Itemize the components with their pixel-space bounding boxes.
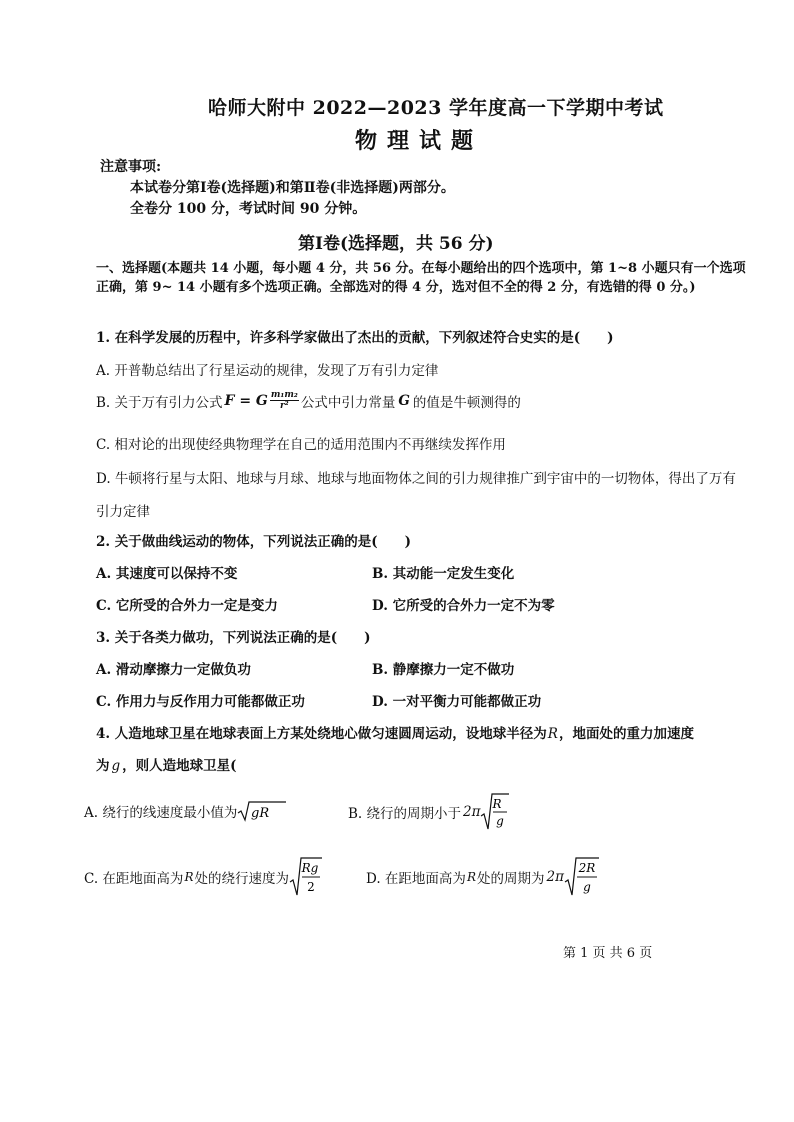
exam-title: 哈师大附中 2022—2023 学年度高一下学期中考试	[208, 97, 664, 119]
q4-stem-gravity: g	[111, 758, 121, 774]
q2-option-c: C. 它所受的合外力一定是变力	[96, 598, 278, 614]
q4-a-sqrt	[237, 800, 287, 822]
part1-heading: 第Ⅰ卷(选择题，共 56 分)	[298, 234, 494, 254]
q4-option-d	[366, 856, 600, 898]
q4-c-text2: 处的绕行速度为	[194, 871, 289, 887]
q1-b-formula-num: m₁m₂	[270, 390, 298, 400]
q2-option-d: D. 它所受的合外力一定不为零	[372, 598, 555, 614]
q4-d-text2: 处的周期为	[476, 871, 545, 887]
q1-option-d: D. 牛顿将行星与太阳、地球与月球、地球与地面物体之间的引力规律推广到宇宙中的一切物体，得出了万有引力定律	[96, 471, 736, 520]
q1-option-a: A. 开普勒总结出了行星运动的规律，发现了万有引力定律	[96, 363, 439, 379]
q3-option-b: B. 静摩擦力一定不做功	[372, 662, 515, 678]
q4-b-sqrt	[480, 792, 510, 832]
q4-stem-1-end: ，地面处的重力加速度	[558, 726, 694, 742]
q2-stem: 2. 关于做曲线运动的物体，下列说法正确的是( )	[96, 534, 412, 550]
q4-a-text: A. 绕行的线速度最小值为	[84, 805, 238, 821]
q4-c-sqrt	[289, 856, 323, 898]
q4-b-num: R	[492, 797, 503, 811]
q1-option-b	[96, 390, 521, 411]
q4-stem-line-1	[96, 722, 694, 742]
q3-option-c: C. 作用力与反作用力可能都做正功	[96, 694, 305, 710]
q3-option-d: D. 一对平衡力可能都做正功	[372, 694, 542, 710]
q4-c-num: Rg	[301, 861, 319, 875]
q4-option-c	[84, 856, 323, 898]
q4-d-den: g	[583, 880, 591, 894]
q4-option-a	[84, 800, 287, 822]
q4-b-coef: 2π	[463, 804, 481, 820]
q4-stem-2-post: ，则人造地球卫星(	[122, 758, 237, 774]
q3-option-a: A. 滑动摩擦力一定做负功	[96, 662, 251, 678]
q4-d-coef: 2π	[546, 869, 564, 885]
q4-stem-1-text: 4. 人造地球卫星在地球表面上方某处绕地心做匀速圆周运动，设地球半径为	[96, 726, 547, 742]
part1-instructions: 一、选择题(本题共 14 小题，每小题 4 分，共 56 分。在每小题给出的四个选项中，第 1~8 小题只有一个选项正确，第 9~ 14 小题有多个选项正确。全部选对的得 4 分，选对但不全的得 2 分，有选错的得 0 分。)	[96, 261, 746, 295]
q2-option-b: B. 其动能一定发生变化	[372, 566, 515, 582]
q1-b-mid: 公式中引力常量	[300, 394, 396, 411]
q4-option-b	[348, 792, 510, 832]
notice-line-2: 全卷分 100 分，考试时间 90 分钟。	[130, 201, 367, 217]
q1-b-formula-fraction	[270, 390, 299, 411]
q2-option-a: A. 其速度可以保持不变	[96, 566, 238, 582]
q4-b-den: g	[496, 814, 505, 828]
q4-c-radius: R	[184, 870, 194, 884]
q1-stem: 1. 在科学发展的历程中，许多科学家做出了杰出的贡献，下列叙述符合史实的是( )	[96, 330, 614, 346]
page-number: 第 1 页 共 6 页	[563, 946, 653, 961]
q1-b-formula-den: r²	[280, 401, 289, 411]
q4-stem-line-2	[96, 754, 237, 774]
q4-d-num: 2R	[578, 861, 596, 875]
exam-subtitle: 物理试题	[355, 128, 484, 154]
q4-d-sqrt	[564, 856, 600, 898]
q4-stem-radius: R	[547, 726, 558, 742]
q4-c-text: C. 在距地面高为	[84, 871, 184, 887]
q1-b-formula-lhs: F = G	[224, 392, 268, 409]
q4-a-expr: gR	[251, 806, 270, 821]
notice-heading: 注意事项:	[100, 159, 162, 175]
q1-b-constant: G	[398, 392, 410, 409]
q1-b-prefix: B. 关于万有引力公式	[96, 394, 223, 411]
q1-b-end: 的值是牛顿测得的	[412, 394, 521, 411]
q4-stem-2-pre: 为	[96, 758, 110, 774]
q1-option-c: C. 相对论的出现使经典物理学在自己的适用范围内不再继续发挥作用	[96, 437, 506, 453]
q4-c-den: 2	[307, 880, 315, 894]
q4-b-text: B. 绕行的周期小于	[348, 806, 462, 822]
q4-d-radius: R	[466, 870, 476, 884]
notice-line-1: 本试卷分第Ⅰ卷(选择题)和第Ⅱ卷(非选择题)两部分。	[130, 180, 455, 196]
q4-d-text: D. 在距地面高为	[366, 871, 466, 887]
q3-stem: 3. 关于各类力做功，下列说法正确的是( )	[96, 630, 371, 646]
